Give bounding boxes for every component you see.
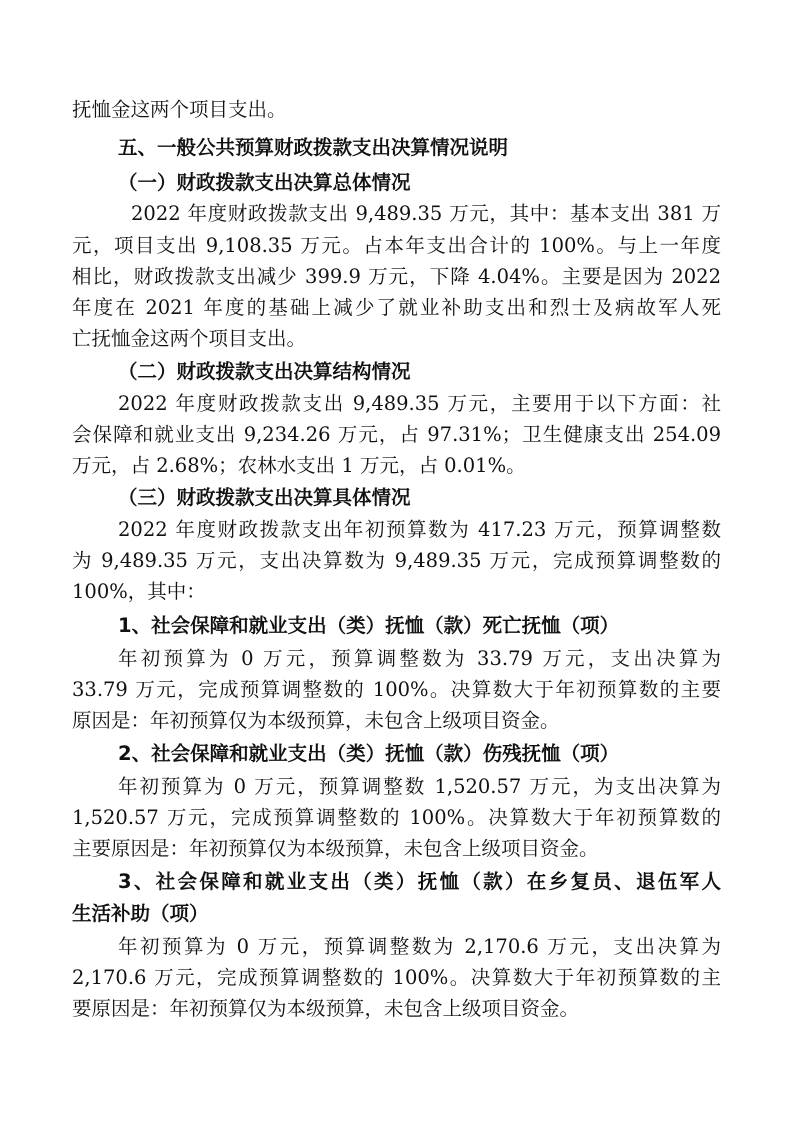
paragraph-line: 2022 年度财政拨款支出年初预算数为 417.23 万元，预算调整数 (118, 518, 721, 541)
paragraph-line: 要原因是：年初预算仅为本级预算，未包含上级项目资金。 (72, 997, 580, 1020)
section-heading: 五、一般公共预算财政拨款支出决算情况说明 (118, 136, 509, 159)
subsection-heading: （三）财政拨款支出决算具体情况 (118, 486, 411, 509)
paragraph-line: 2022 年度财政拨款支出 9,489.35 万元，其中：基本支出 381 万 (131, 202, 721, 225)
paragraph-line: 2022 年度财政拨款支出 9,489.35 万元，主要用于以下方面：社 (118, 392, 721, 415)
paragraph-line: 年初预算为 0 万元，预算调整数为 2,170.6 万元，支出决算为 (118, 935, 721, 958)
paragraph-line: 原因是：年初预算仅为本级预算，未包含上级项目资金。 (72, 709, 560, 732)
paragraph-line: 年初预算为 0 万元，预算调整数 1,520.57 万元，为支出决算为 (118, 775, 721, 798)
paragraph-line: 元，项目支出 9,108.35 万元。占本年支出合计的 100%。与上一年度 (72, 234, 721, 257)
paragraph-line: 年度在 2021 年度的基础上减少了就业补助支出和烈士及病故军人死 (72, 296, 721, 319)
subsection-heading: （二）财政拨款支出决算结构情况 (118, 360, 411, 383)
paragraph-line: 主要原因是：年初预算仅为本级预算，未包含上级项目资金。 (72, 837, 599, 860)
paragraph-line: 33.79 万元，完成预算调整数的 100%。决算数大于年初预算数的主要 (72, 678, 721, 701)
item-heading: 1、社会保障和就业支出（类）抚恤（款）死亡抚恤（项） (118, 614, 620, 637)
paragraph-line: 万元，占 2.68%；农林水支出 1 万元，占 0.01%。 (72, 454, 526, 477)
paragraph-line: 抚恤金这两个项目支出。 (72, 98, 287, 121)
paragraph-line: 1,520.57 万元，完成预算调整数的 100%。决算数大于年初预算数的 (72, 806, 721, 829)
item-heading: 生活补助（项） (72, 902, 209, 925)
paragraph-line: 100%，其中： (72, 580, 206, 603)
paragraph-line: 年初预算为 0 万元，预算调整数为 33.79 万元，支出决算为 (118, 647, 721, 670)
item-heading: 3、社会保障和就业支出（类）抚恤（款）在乡复员、退伍军人 (118, 870, 721, 893)
item-heading: 2、社会保障和就业支出（类）抚恤（款）伤残抚恤（项） (118, 742, 620, 765)
subsection-heading: （一）财政拨款支出决算总体情况 (118, 171, 411, 194)
paragraph-line: 2,170.6 万元，完成预算调整数的 100%。决算数大于年初预算数的主 (72, 966, 721, 989)
paragraph-line: 为 9,489.35 万元，支出决算数为 9,489.35 万元，完成预算调整数的 (72, 549, 721, 572)
paragraph-line: 会保障和就业支出 9,234.26 万元，占 97.31%；卫生健康支出 254.09 (72, 423, 721, 446)
paragraph-line: 相比，财政拨款支出减少 399.9 万元，下降 4.04%。主要是因为 2022 (72, 265, 721, 288)
paragraph-line: 亡抚恤金这两个项目支出。 (72, 327, 307, 350)
